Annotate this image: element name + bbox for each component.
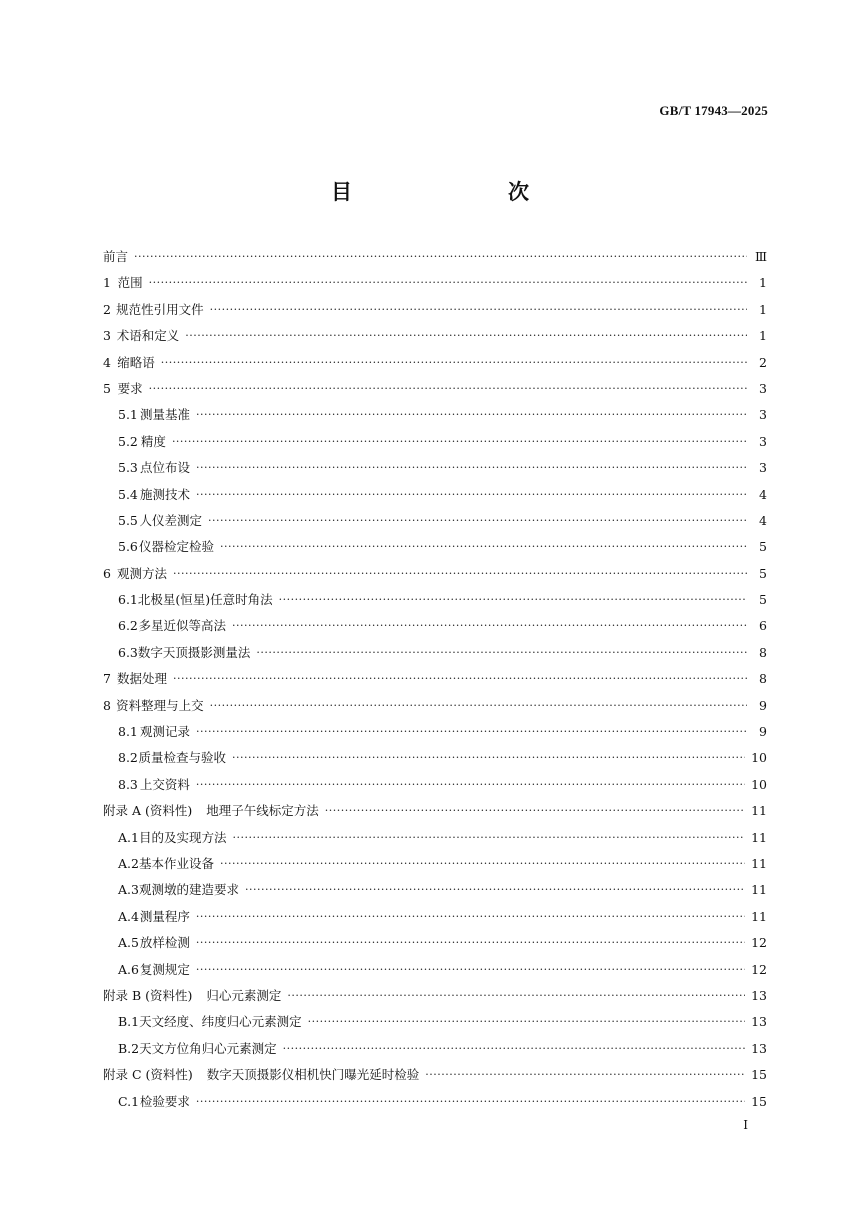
toc-entry[interactable]: [103, 719, 767, 745]
toc-entry-page: 1: [759, 328, 767, 344]
toc-entry-label: 归心元素测定: [206, 987, 282, 1003]
toc-entry-label: 点位布设: [139, 460, 190, 476]
toc-entry[interactable]: [103, 957, 767, 983]
toc-dot-leader: [172, 429, 747, 455]
toc-entry-label: 地理子午线标定方法: [206, 803, 319, 819]
toc-entry-page: 8: [759, 644, 767, 660]
toc-entry-number: 6.1: [118, 592, 138, 608]
toc-entry-number: 3: [103, 328, 111, 344]
toc-entry-label: 质量检查与验收: [138, 750, 226, 766]
toc-entry[interactable]: [103, 983, 767, 1009]
toc-entry-page: 11: [751, 829, 767, 845]
toc-dot-leader: [425, 1062, 745, 1088]
toc-entry-number: 1: [103, 275, 111, 291]
toc-entry[interactable]: [103, 244, 767, 270]
toc-entry[interactable]: [103, 297, 767, 323]
toc-entry-page: 11: [751, 882, 767, 898]
toc-entry-page: 10: [751, 750, 767, 766]
toc-entry-label: 规范性引用文件: [116, 301, 204, 317]
toc-entry-number: 8.2: [118, 750, 138, 766]
toc-entry[interactable]: [103, 508, 767, 534]
toc-entry-page: Ⅲ: [754, 249, 767, 264]
toc-entry-page: 9: [759, 724, 767, 740]
toc-dot-leader: [220, 851, 745, 877]
toc-entry-number: 5.4: [118, 486, 138, 502]
toc-entry-label: 目的及实现方法: [138, 829, 227, 845]
toc-entry[interactable]: [103, 825, 767, 851]
toc-dot-leader: [210, 693, 747, 719]
toc-entry-page: 5: [759, 592, 767, 608]
toc-dot-leader: [245, 877, 745, 903]
toc-entry-label: 数字天顶摄影仪相机快门曝光延时检验: [206, 1067, 420, 1083]
toc-entry[interactable]: [103, 376, 767, 402]
toc-entry-page: 3: [759, 433, 767, 449]
toc-entry-page: 9: [759, 697, 767, 713]
toc-entry-label: 范围: [117, 275, 143, 291]
toc-entry-number: 附录 B (资料性): [103, 987, 193, 1003]
toc-entry-label: 人仪差测定: [139, 512, 202, 528]
toc-entry[interactable]: [103, 429, 767, 455]
toc-entry[interactable]: [103, 851, 767, 877]
toc-entry-label: 北极星(恒星)任意时角法: [137, 592, 273, 608]
toc-entry-label: 天文经度、纬度归心元素测定: [139, 1014, 302, 1030]
toc-entry-label: 缩略语: [117, 354, 155, 370]
toc-entry-number: A.2: [118, 855, 139, 871]
toc-entry[interactable]: [103, 1089, 767, 1115]
toc-entry[interactable]: [103, 561, 767, 587]
standard-code: GB/T 17943—2025: [659, 103, 768, 118]
toc-entry[interactable]: [103, 1036, 767, 1062]
toc-entry-label: 上交资料: [139, 776, 190, 792]
toc-dot-leader: [134, 244, 747, 270]
toc-entry-page: 10: [751, 776, 767, 792]
toc-entry-number: A.4: [118, 908, 139, 924]
toc-entry[interactable]: [103, 666, 767, 692]
toc-dot-leader: [208, 508, 747, 534]
toc-entry-label: 测量程序: [139, 908, 190, 924]
toc-entry-label: 要求: [117, 380, 143, 396]
toc-entry-page: 4: [759, 486, 767, 502]
toc-entry-label: 仪器检定检验: [139, 539, 215, 555]
toc-entry-number: 5.3: [118, 460, 138, 476]
toc-entry-label: 术语和定义: [116, 328, 180, 344]
toc-dot-leader: [256, 640, 747, 666]
toc-dot-leader: [325, 798, 745, 824]
toc-entry[interactable]: [103, 640, 767, 666]
toc-entry-label: 天文方位角归心元素测定: [139, 1040, 277, 1056]
toc-entry-page: 15: [751, 1067, 767, 1083]
toc-entry-number: A.3: [118, 882, 139, 898]
toc-entry[interactable]: [103, 534, 767, 560]
toc-dot-leader: [161, 350, 747, 376]
toc-entry-page: 13: [751, 1040, 767, 1056]
toc-entry[interactable]: [103, 613, 767, 639]
toc-entry[interactable]: [103, 587, 767, 613]
toc-entry-label: 复测规定: [139, 961, 190, 977]
toc-entry-label: 数字天顶摄影测量法: [137, 644, 251, 660]
toc-dot-leader: [173, 666, 747, 692]
toc-dot-leader: [279, 587, 747, 613]
toc-entry-page: 13: [751, 987, 767, 1003]
toc-entry[interactable]: [103, 693, 767, 719]
toc-dot-leader: [232, 613, 747, 639]
toc-dot-leader: [196, 719, 747, 745]
toc-entry-page: 11: [751, 855, 767, 871]
toc-entry-number: 5.5: [118, 512, 138, 528]
toc-dot-leader: [196, 930, 745, 956]
toc-entry-number: 7: [103, 671, 111, 687]
toc-dot-leader: [196, 455, 747, 481]
toc-entry[interactable]: [103, 930, 767, 956]
toc-dot-leader: [196, 402, 747, 428]
toc-dot-leader: [232, 825, 745, 851]
toc-entry-page: 12: [751, 935, 767, 951]
toc-dot-leader: [173, 561, 747, 587]
toc-entry-number: A.6: [118, 961, 139, 977]
toc-entry-page: 11: [751, 908, 767, 924]
toc-dot-leader: [220, 534, 747, 560]
toc-entry-page: 1: [759, 275, 767, 291]
toc-entry-number: 5: [103, 380, 111, 396]
toc-entry[interactable]: [103, 798, 767, 824]
toc-entry-number: 4: [103, 354, 111, 370]
toc-entry-page: 2: [759, 354, 767, 370]
toc-entry-number: 5.1: [118, 407, 138, 423]
table-of-contents: [103, 244, 767, 1115]
toc-dot-leader: [232, 745, 745, 771]
toc-entry-number: 6: [103, 565, 111, 581]
toc-entry-number: 附录 A (资料性): [103, 803, 193, 819]
toc-entry[interactable]: [103, 772, 767, 798]
toc-dot-leader: [287, 983, 745, 1009]
toc-entry-number: A.5: [118, 935, 139, 951]
toc-entry[interactable]: [103, 402, 767, 428]
toc-entry-number: 6.2: [118, 618, 138, 634]
toc-entry-page: 4: [759, 512, 767, 528]
toc-entry[interactable]: [103, 745, 767, 771]
toc-entry-label: 观测墩的建造要求: [138, 882, 239, 898]
toc-entry-label: 前言: [103, 249, 129, 264]
toc-entry[interactable]: [103, 877, 767, 903]
toc-entry-label: 多星近似等高法: [138, 618, 227, 634]
toc-entry[interactable]: [103, 1009, 767, 1035]
toc-entry-page: 8: [759, 671, 767, 687]
toc-entry-number: 8.3: [118, 776, 138, 792]
toc-dot-leader: [210, 297, 747, 323]
toc-entry-number: B.1: [118, 1014, 140, 1030]
toc-dot-leader: [196, 957, 745, 983]
toc-dot-leader: [196, 1089, 745, 1115]
toc-dot-leader: [196, 904, 745, 930]
toc-entry-number: C.1: [118, 1093, 140, 1109]
toc-entry-label: 数据处理: [116, 671, 167, 687]
toc-entry-page: 15: [751, 1093, 767, 1109]
toc-entry-page: 13: [751, 1014, 767, 1030]
toc-entry-label: 基本作业设备: [138, 855, 214, 871]
toc-entry[interactable]: [103, 1062, 767, 1088]
toc-entry-label: 精度: [140, 433, 166, 449]
toc-dot-leader: [196, 482, 747, 508]
toc-entry-label: 资料整理与上交: [116, 697, 204, 713]
toc-entry-number: A.1: [118, 829, 139, 845]
toc-entry-page: 3: [759, 380, 767, 396]
toc-entry-number: 8: [103, 697, 111, 713]
toc-entry-number: 5.6: [118, 539, 138, 555]
toc-entry-page: 11: [751, 803, 767, 819]
toc-dot-leader: [149, 270, 747, 296]
toc-entry-page: 3: [759, 407, 767, 423]
toc-entry-page: 5: [759, 565, 767, 581]
toc-entry-page: 6: [759, 618, 767, 634]
toc-entry-number: 6.3: [118, 644, 138, 660]
toc-entry[interactable]: [103, 350, 767, 376]
toc-dot-leader: [196, 772, 745, 798]
toc-entry-label: 检验要求: [139, 1093, 190, 1109]
toc-dot-leader: [308, 1009, 745, 1035]
toc-dot-leader: [283, 1036, 745, 1062]
toc-entry-number: 8.1: [118, 724, 138, 740]
toc-entry-page: 12: [751, 961, 767, 977]
toc-entry-page: 1: [759, 301, 767, 317]
toc-entry[interactable]: [103, 270, 767, 296]
toc-dot-leader: [149, 376, 747, 402]
toc-entry-label: 测量基准: [139, 407, 190, 423]
page-title: 目 次: [331, 180, 567, 204]
toc-entry-number: B.2: [118, 1040, 140, 1056]
toc-entry-label: 放样检测: [139, 935, 190, 951]
toc-entry[interactable]: [103, 904, 767, 930]
toc-entry-number: 2: [103, 301, 111, 317]
toc-entry-label: 施测技术: [139, 486, 190, 502]
toc-entry-number: 附录 C (资料性): [103, 1067, 193, 1083]
toc-entry[interactable]: [103, 323, 767, 349]
toc-entry[interactable]: [103, 455, 767, 481]
toc-entry-page: 5: [759, 539, 767, 555]
toc-entry-label: 观测方法: [116, 565, 167, 581]
toc-entry[interactable]: [103, 482, 767, 508]
page-number: I: [743, 1118, 748, 1132]
toc-entry-label: 观测记录: [139, 724, 190, 740]
toc-entry-number: 5.2: [118, 433, 138, 449]
toc-entry-page: 3: [759, 460, 767, 476]
toc-dot-leader: [185, 323, 747, 349]
